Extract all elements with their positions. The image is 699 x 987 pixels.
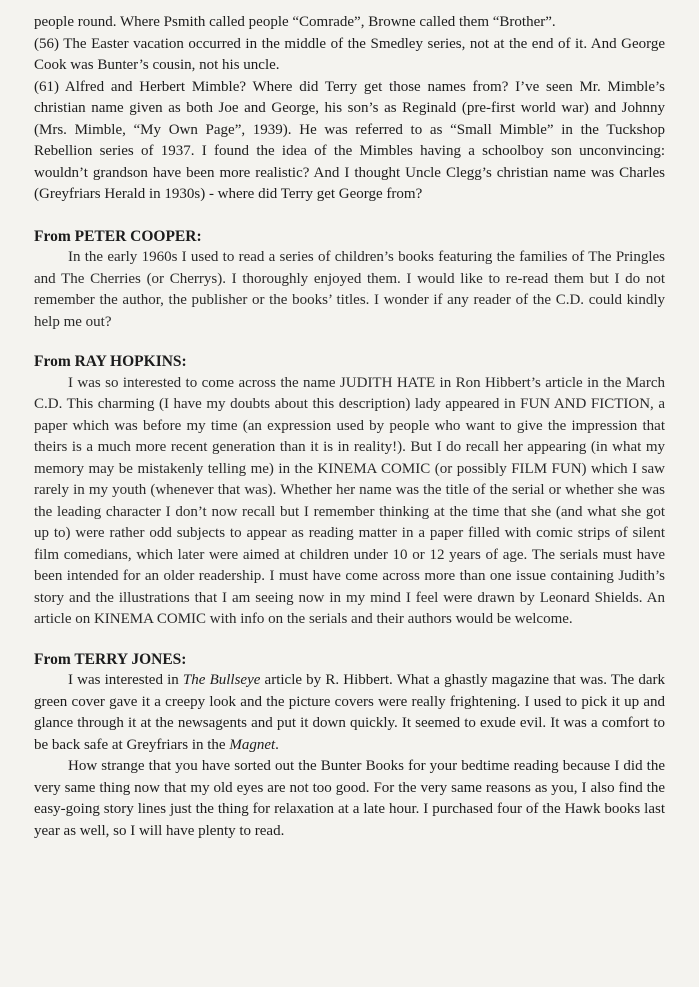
text-run: article by R. Hibbert. What a ghastly magazine that was. The dark green cover gave it a creepy look and the picture covers were really frightening. I used to pick it up and glance through it at the newsagents and put it down quickly. It seemed to exude evil. It was a comfort to be back safe at Greyfriars in the [34,672,665,753]
letter-body: In the early 1960s I used to read a series of children’s books featuring the families of The Pringles and The Cherries (or Cherrys). I thoroughly enjoyed them. I would like to re-read them but I do not remember the author, the publisher or the books’ titles. I wonder if any reader of the C.D. could kindly help me out? [34,249,665,330]
letter-ray-hopkins [34,351,665,631]
letter-body: I was so interested to come across the name JUDITH HATE in Ron Hibbert’s article in the March C.D. This charming (I have my doubts about this description) lady appeared in FUN AND FICTION, a paper which was before my time (an expression used by people who want to give the impression that theirs is a much more recent generation than it is in reality!). But I do recall her appearing (in what my memory may be mistakenly telling me) in the KINEMA COMIC (or possibly FILM FUN) which I saw rarely in my youth (whenever that was). Whether her name was the title of the serial or whether she was the leading character I don’t now recall but I remember thinking at the time that she (and what she got up to) were rather odd subjects to appear as reading matter in a paper filled with comic strips of silent film comedians, which later were aimed at children under 10 or 12 years of age. The serials must have been intended for an older readership. I must have come across more than one issue containing Judith’s story and the illustrations that I am seeing now in my mind I feel were drawn by Leonard Shields. An article on KINEMA COMIC with info on the serials and their authors would be welcome. [34,374,665,627]
letter-peter-cooper [34,226,665,334]
letter-body-2: How strange that you have sorted out the Bunter Books for your bedtime reading because I did the very same thing now that my old eyes are not too good. For the very same reasons as you, I also find the easy-going story lines just the thing for relaxation at a late hour. I purchased four of the Hawk books last year as well, so I will have plenty to read. [34,758,665,839]
continued-paragraph-2: (56) The Easter vacation occurred in the middle of the Smedley series, not at the end of it. And George Cook was Bunter’s cousin, not his uncle. [34,35,665,73]
continued-paragraph-3: (61) Alfred and Herbert Mimble? Where did Terry get those names from? I’ve seen Mr. Mimble’s christian name given as both Joe and George, his son’s as Reginald (pre-first world war) and Johnny (Mrs. Mimble, “My Own Page”, 1939). He was referred to as “Small Mimble” in the Tuckshop Rebellion series of 1937. I found the idea of the Mimbles having a schoolboy son unconvincing: wouldn’t grandson have been more realistic? And I thought Uncle Clegg’s christian name was Charles (Greyfriars Herald in 1930s) - where did Terry get George from? [34,78,665,202]
magazine-title: Magnet [229,736,276,753]
magazine-title: The Bullseye [182,672,261,688]
letter-heading: From PETER COOPER: [34,227,202,245]
letter-body [34,670,665,756]
text-run: . [275,736,279,753]
continued-letter [34,12,665,206]
text-run: I was interested in [68,672,183,688]
letter-terry-jones [34,649,665,843]
letter-heading: From RAY HOPKINS: [34,353,187,370]
letter-heading: From TERRY JONES: [34,650,187,668]
continued-paragraph-1: people round. Where Psmith called people “Comrade”, Browne called them “Brother”. [34,14,556,30]
